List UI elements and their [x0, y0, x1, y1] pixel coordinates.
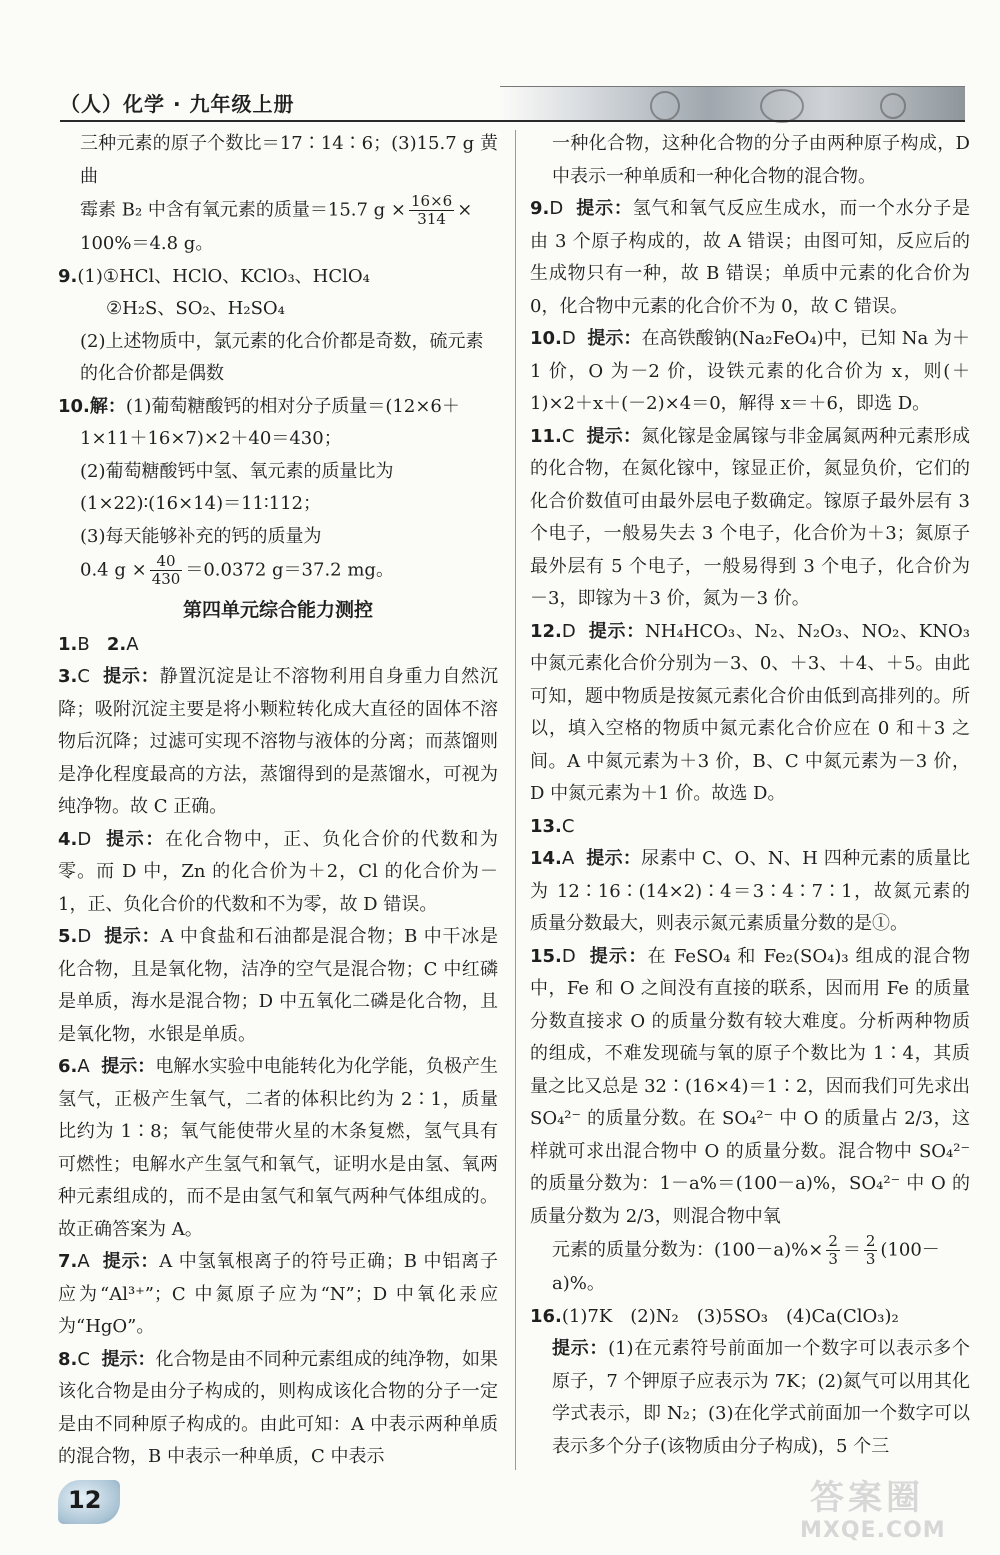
page-number-badge [58, 1480, 120, 1524]
fraction: $\frac{16\times 6}{314}$ [411, 192, 453, 228]
answer-10-line2: 1×11＋16×7)×2＋40＝430； [80, 428, 342, 449]
answer-10-line6: 0.4 g × $\frac{40}{430}$ ＝0.0372 g＝37.2 mg。 [80, 552, 394, 588]
answer-item-12: 12.D 提示：NH₄HCO₃、N₂、N₂O₃、NO₂、KNO₃ 中氮元素化合价分别为－3、0、＋3、＋4、＋5。由此可知，题中物质是按氮元素化合价由低到高排列的。所以，填入空格的物质中氮元素化合价应在 0 和＋3 之间。A 中氮元素为＋3 价，B、C 中氮元素为－3 价，D 中氮元素为＋1 价。故选 D。 [530, 620, 970, 804]
answer-item-14: 14.A 提示：尿素中 C、O、N、H 四种元素的质量比为 12∶16∶(14×2)∶4＝3∶4∶7∶1，故氮元素的质量分数最大，则表示氮元素质量分数的是①。 [530, 848, 970, 934]
watermark-url: MXQE.COM [800, 1518, 946, 1543]
answer-9-line2: ②H₂S、SO₂、H₂SO₄ [106, 298, 285, 319]
answer-item-9: 9.(1)①HCl、HClO、KClO₃、HClO₄ [58, 265, 370, 287]
answer-10-line4: (1×22)∶(16×14)＝11∶112； [80, 493, 322, 514]
answer-item-15: 15.D 提示：在 FeSO₄ 和 Fe₂(SO₄)₃ 组成的混合物中，Fe 和 O 之间没有直接的联系，因而用 Fe 的质量分数直接求 O 的质量分数有较大难度。分析两种物质的组成，不难发现硫与氧的原子个数比为 1∶4，其质量之比又总是 32∶(16×4)＝1∶2，因而我们可先求出 SO₄²⁻ 的质量分数。在 SO₄²⁻ 中 O 的质量占 2/3，这样就可求出混合物中 O 的质量分数。混合物中 SO₄²⁻ 的质量分数为：1－a%＝(100－a)%，SO₄²⁻ 中 O 的质量分数为 2/3，则混合物中氧 [530, 945, 970, 1227]
answer-item-10: 10.解：(1)葡萄糖酸钙的相对分子质量＝(12×6＋ [58, 395, 460, 417]
answer-15-formula: 元素的质量分数为：(100－a)%× $\frac{2}{3}$ ＝ $\frac{2}{3}$ (100－ [552, 1232, 940, 1268]
column-divider [515, 130, 516, 1470]
answer-16-tip: 提示：(1)在元素符号前面加一个数字可以表示多个原子，7 个钾原子应表示为 7K；(2)氮气可以用其化学式表示，即 N₂；(3)在化学式前面加一个数字可以表示多个分子(该物质由分子构成)，5 个三 [552, 1338, 971, 1457]
header-rule [60, 120, 965, 122]
answer-8-continued: 一种化合物，这种化合物的分子由两种原子构成，D 中表示一种单质和一种化合物的混合物。 [552, 133, 970, 187]
answer-15-end: a)%。 [552, 1273, 605, 1294]
answer-item-7: 7.A 提示：A 中氢氧根离子的符号正确；B 中铝离子应为“Al³⁺”；C 中氮原子应为“N”；D 中氧化汞应为“HgO”。 [58, 1251, 499, 1337]
q8-line1: 三种元素的原子个数比＝17∶14∶6；(3)15.7 g 黄曲 [80, 133, 498, 187]
answer-9-line4: 的化合价都是偶数 [80, 363, 224, 384]
answer-item-9: 9.D 提示：氢气和氧气反应生成水，而一个水分子是由 3 个原子构成的，故 A 错误；由图可知，反应后的生成物只有一种，故 B 错误；单质中元素的化合价为 0，化合物中元素的化合价不为 0，故 C 错误。 [530, 198, 971, 317]
fraction: $\frac{2}{3}$ [828, 1232, 838, 1268]
answer-item-8: 8.C 提示：化合物是由不同种元素组成的纯净物，如果该化合物是由分子构成的，则构成该化合物的分子一定是由不同种原子构成的。由此可知：A 中表示两种单质的混合物，B 中表示一种单质，C 中表示 [58, 1348, 498, 1467]
answer-10-line3: (2)葡萄糖酸钙中氢、氧元素的质量比为 [80, 460, 394, 482]
answer-items-1-2: 1.B 2.A [58, 633, 139, 655]
answer-item-11: 11.C 提示：氮化镓是金属镓与非金属氮两种元素形成的化合物，在氮化镓中，镓显正价，氮显负价，它们的化合价数值可由最外层电子数确定。镓原子最外层有 3 个电子，一般易失去 3 个电子，化合价为＋3；氮原子最外层有 5 个电子，一般易得到 3 个电子，化合价为－3，即镓为＋3 价，氮为－3 价。 [530, 425, 971, 609]
answer-item-13: 13.C [530, 815, 575, 837]
fraction: $\frac{40}{430}$ [151, 552, 181, 588]
watermark-text: 答案圈 [810, 1478, 924, 1518]
header-title: （人）化学 · 九年级上册 [60, 92, 295, 116]
answer-item-5: 5.D 提示：A 中食盐和石油都是混合物；B 中干冰是化合物，且是氧化物，洁净的空气是混合物；C 中红磷是单质，海水是混合物；D 中五氧化二磷是化合物，且是氧化物，水银是单质。 [58, 926, 498, 1045]
right-column [530, 128, 970, 1463]
answer-item-16: 16.(1)7K (2)N₂ (3)5SO₃ (4)Ca(ClO₃)₂ [530, 1305, 899, 1327]
answer-item-4: 4.D 提示：在化合物中，正、负化合价的代数和为零。而 D 中，Zn 的化合价为＋2，Cl 的化合价为－1，正、负化合价的代数和不为零，故 D 错误。 [58, 828, 499, 915]
section-title: 第四单元综合能力测控 [182, 599, 373, 621]
watermark-logo [790, 1470, 980, 1550]
page-header [60, 84, 965, 128]
q8-line3: 100%＝4.8 g。 [80, 233, 214, 254]
q8-line2: 霉素 B₂ 中含有氧元素的质量＝15.7 g × $\frac{16\times 6}{314}$ × [80, 192, 473, 228]
left-column [58, 128, 498, 1474]
answer-10-line5: (3)每天能够补充的钙的质量为 [80, 525, 322, 547]
fraction: $\frac{2}{3}$ [865, 1232, 876, 1268]
answer-item-10: 10.D 提示：在高铁酸钠(Na₂FeO₄)中，已知 Na 为＋1 价，O 为－2 价，设铁元素的化合价为 x，则(＋1)×2＋x＋(－2)×4＝0，解得 x＝＋6，即选 D。 [530, 328, 971, 414]
answer-item-6: 6.A 提示：电解水实验中电能转化为化学能，负极产生氢气，正极产生氧气，二者的体积比约为 2∶1，质量比约为 1∶8；氧气能使带火星的木条复燃，氢气具有可燃性；电解水产生氢气和氧气，证明水是由氢、氧两种元素组成的，而不是由氢气和氧气两种气体组成的。故正确答案为 A。 [58, 1056, 499, 1240]
header-banner-image [500, 86, 965, 121]
answer-9-line3: (2)上述物质中，氯元素的化合价都是奇数，硫元素 [80, 330, 484, 352]
answer-item-3: 3.C 提示：静置沉淀是让不溶物利用自身重力自然沉降；吸附沉淀主要是将小颗粒转化成大直径的固体不溶物后沉降；过滤可实现不溶物与液体的分离；而蒸馏则是净化程度最高的方法，蒸馏得到的是蒸馏水，可视为纯净物。故 C 正确。 [58, 666, 499, 817]
page-number: 12 [68, 1486, 102, 1514]
